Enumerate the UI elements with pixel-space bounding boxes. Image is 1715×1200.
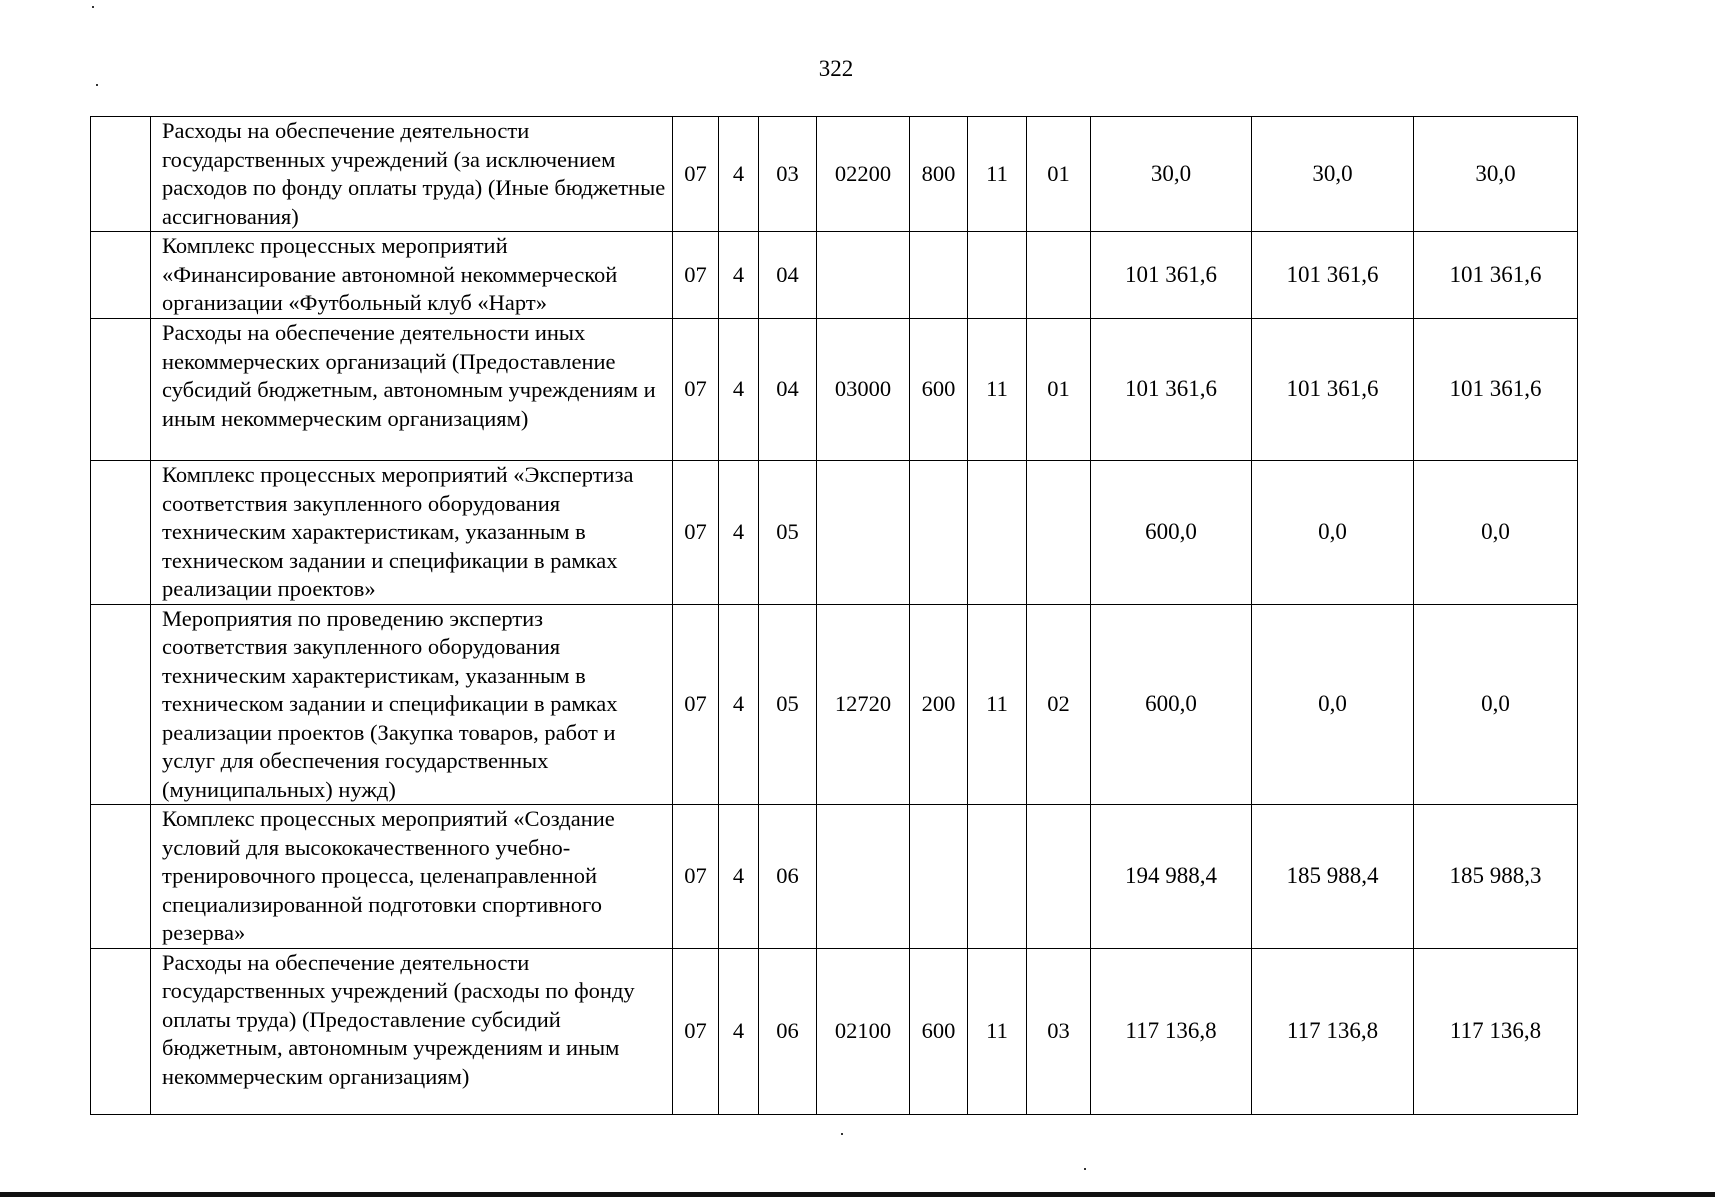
subprogram-cell: 04 [759,319,817,461]
amount-year1-cell: 600,0 [1091,604,1252,805]
section-cell: 07 [673,805,719,949]
direction-cell: 02100 [817,948,910,1114]
table-row [91,461,1578,605]
subprogram-cell: 05 [759,461,817,605]
amount-year2-cell: 101 361,6 [1252,319,1414,461]
section-cell: 07 [673,604,719,805]
subprogram-cell: 05 [759,604,817,805]
subcode-cell [1027,461,1091,605]
row-number-cell [91,232,151,319]
subcode-cell: 01 [1027,117,1091,232]
scan-edge-line [0,1192,1715,1197]
amount-year1-cell: 117 136,8 [1091,948,1252,1114]
expense-type-cell: 800 [910,117,968,232]
scan-speck [96,84,98,86]
subprogram-cell: 04 [759,232,817,319]
amount-year3-cell: 30,0 [1414,117,1578,232]
code-cell [968,232,1027,319]
description-cell: Расходы на обеспечение деятельности иных некоммерческих организаций (Предоставление субсидий бюджетным, автономным учреждениям и иным некоммерческим организациям) [151,319,673,461]
direction-cell: 02200 [817,117,910,232]
expense-type-cell: 600 [910,319,968,461]
program-cell: 4 [719,461,759,605]
row-number-cell [91,805,151,949]
subprogram-cell: 03 [759,117,817,232]
subcode-cell [1027,805,1091,949]
subcode-cell: 03 [1027,948,1091,1114]
program-cell: 4 [719,604,759,805]
amount-year3-cell: 101 361,6 [1414,232,1578,319]
subcode-cell [1027,232,1091,319]
amount-year3-cell: 0,0 [1414,604,1578,805]
amount-year1-cell: 194 988,4 [1091,805,1252,949]
amount-year3-cell: 117 136,8 [1414,948,1578,1114]
description-cell: Мероприятия по проведению экспертиз соответствия закупленного оборудования техническим характеристикам, указанным в техническом задании и спецификации в рамках реализации проектов (Закупка товаров, работ и услуг для обеспечения государственных (муниципальных) нужд) [151,604,673,805]
amount-year2-cell: 117 136,8 [1252,948,1414,1114]
program-cell: 4 [719,117,759,232]
section-cell: 07 [673,319,719,461]
expense-type-cell [910,805,968,949]
amount-year1-cell: 101 361,6 [1091,232,1252,319]
direction-cell: 03000 [817,319,910,461]
amount-year2-cell: 185 988,4 [1252,805,1414,949]
row-number-cell [91,117,151,232]
expense-type-cell [910,232,968,319]
budget-table [90,116,1578,1115]
section-cell: 07 [673,232,719,319]
table-row [91,232,1578,319]
table-row [91,948,1578,1114]
direction-cell [817,461,910,605]
subcode-cell: 02 [1027,604,1091,805]
amount-year2-cell: 30,0 [1252,117,1414,232]
description-cell: Расходы на обеспечение деятельности государственных учреждений (за исключением расходов по фонду оплаты труда) (Иные бюджетные ассигнования) [151,117,673,232]
row-number-cell [91,948,151,1114]
program-cell: 4 [719,319,759,461]
row-number-cell [91,604,151,805]
section-cell: 07 [673,117,719,232]
subprogram-cell: 06 [759,805,817,949]
section-cell: 07 [673,948,719,1114]
amount-year1-cell: 101 361,6 [1091,319,1252,461]
amount-year3-cell: 101 361,6 [1414,319,1578,461]
expense-type-cell: 600 [910,948,968,1114]
expense-type-cell [910,461,968,605]
table-row [91,319,1578,461]
description-cell: Комплекс процессных мероприятий «Финансирование автономной некоммерческой организации «Футбольный клуб «Нарт» [151,232,673,319]
subprogram-cell: 06 [759,948,817,1114]
code-cell: 11 [968,117,1027,232]
program-cell: 4 [719,232,759,319]
table-row [91,604,1578,805]
section-cell: 07 [673,461,719,605]
code-cell [968,461,1027,605]
code-cell: 11 [968,948,1027,1114]
scan-speck [92,6,94,8]
scan-speck [1084,1168,1086,1170]
amount-year2-cell: 0,0 [1252,461,1414,605]
table-row [91,805,1578,949]
table-row [91,117,1578,232]
program-cell: 4 [719,948,759,1114]
description-cell: Комплекс процессных мероприятий «Экспертиза соответствия закупленного оборудования техническим характеристикам, указанным в техническом задании и спецификации в рамках реализации проектов» [151,461,673,605]
amount-year3-cell: 0,0 [1414,461,1578,605]
direction-cell: 12720 [817,604,910,805]
row-number-cell [91,319,151,461]
code-cell: 11 [968,604,1027,805]
amount-year1-cell: 30,0 [1091,117,1252,232]
direction-cell [817,232,910,319]
row-number-cell [91,461,151,605]
amount-year2-cell: 0,0 [1252,604,1414,805]
amount-year2-cell: 101 361,6 [1252,232,1414,319]
code-cell [968,805,1027,949]
amount-year1-cell: 600,0 [1091,461,1252,605]
description-cell: Расходы на обеспечение деятельности государственных учреждений (расходы по фонду оплаты труда) (Предоставление субсидий бюджетным, автономным учреждениям и иным некоммерческим организациям) [151,948,673,1114]
page-number: 322 [818,56,854,81]
program-cell: 4 [719,805,759,949]
scan-speck [841,1133,843,1135]
direction-cell [817,805,910,949]
subcode-cell: 01 [1027,319,1091,461]
amount-year3-cell: 185 988,3 [1414,805,1578,949]
description-cell: Комплекс процессных мероприятий «Создание условий для высококачественного учебно-тренировочного процесса, целенаправленной специализированной подготовки спортивного резерва» [151,805,673,949]
code-cell: 11 [968,319,1027,461]
expense-type-cell: 200 [910,604,968,805]
